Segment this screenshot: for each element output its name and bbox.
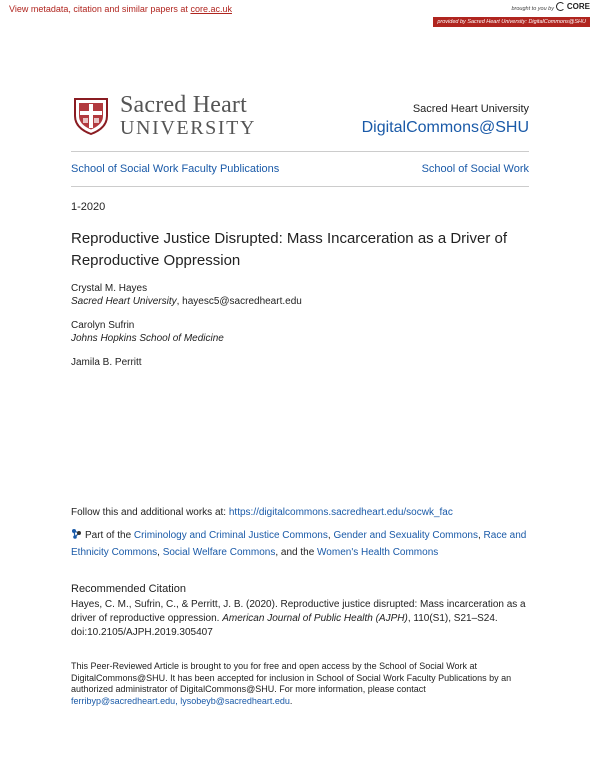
affiliation-name: Johns Hopkins School of Medicine — [71, 333, 224, 344]
author-name: Jamila B. Perritt — [71, 357, 142, 368]
separator: , — [477, 530, 484, 541]
core-banner — [0, 0, 600, 28]
collection-link[interactable]: School of Social Work Faculty Publications — [71, 163, 280, 175]
core-logo-icon — [556, 2, 565, 11]
core-url-link[interactable]: core.ac.uk — [190, 4, 232, 14]
logo-line-2: UNIVERSITY — [120, 117, 256, 139]
access-notice — [71, 661, 531, 707]
core-logo-text: CORE — [566, 2, 590, 11]
divider-bottom — [71, 186, 529, 187]
author-list — [71, 282, 302, 380]
paper-title: Reproductive Justice Disrupted: Mass Incarceration as a Driver of Reproductive Oppression — [71, 230, 508, 269]
network-icon — [71, 528, 82, 539]
author-affiliation — [71, 332, 302, 345]
citation-before: Hayes, C. M., Sufrin, C., & Perritt, J. B. (2020). Reproductive justice disrupted: Mass incarceration as a driver of reproductive oppression. — [71, 599, 526, 624]
notice-end: . — [289, 695, 293, 706]
divider-top — [71, 151, 529, 152]
institution-name: Sacred Heart University — [412, 103, 529, 115]
affiliation-name: Sacred Heart University — [71, 296, 177, 307]
commons-link-womens-health[interactable]: Women's Health Commons — [317, 547, 439, 558]
repository-link[interactable]: DigitalCommons@SHU — [361, 119, 529, 136]
author-name: Crystal M. Hayes — [71, 283, 148, 294]
author-affiliation — [71, 295, 302, 308]
department-link[interactable]: School of Social Work — [421, 163, 529, 175]
publication-date: 1-2020 — [71, 201, 106, 213]
follow-url-link[interactable]: https://digitalcommons.sacredheart.edu/socwk_fac — [228, 507, 453, 518]
shield-crest-icon — [71, 96, 111, 136]
university-logo[interactable] — [71, 93, 256, 138]
citation-heading: Recommended Citation — [71, 583, 186, 595]
citation-text — [71, 598, 531, 640]
separator: , — [327, 530, 334, 541]
follow-text: Follow this and additional works at: — [71, 507, 229, 518]
commons-link-social-welfare[interactable]: Social Welfare Commons — [162, 547, 276, 558]
separator: , and the — [275, 547, 318, 558]
brought-by-text: brought to you by — [511, 6, 554, 12]
citation-after: , 110(S1), S21–S24. doi:10.2105/AJPH.2019.305407 — [71, 613, 498, 638]
contact-email-links[interactable]: ferribyp@sacredheart.edu, lysobeyb@sacredheart.edu — [71, 695, 290, 706]
metadata-link[interactable] — [9, 4, 232, 14]
core-logo[interactable] — [556, 2, 590, 11]
citation-journal: American Journal of Public Health (AJPH) — [222, 613, 408, 624]
follow-line — [71, 507, 453, 518]
author-email: , hayesc5@sacredheart.edu — [176, 296, 302, 307]
part-of-commons — [71, 527, 531, 561]
part-of-prefix: Part of the — [85, 530, 134, 541]
separator: , — [157, 547, 163, 558]
notice-text: This Peer-Reviewed Article is brought to you for free and open access by the School of Social Work at DigitalCommons@SHU. It has been accepted for inclusion in School of Social Work Faculty Publications by an authorized administrator of DigitalCommons@SHU. For more information, please contact — [71, 661, 512, 694]
author-name: Carolyn Sufrin — [71, 320, 135, 331]
commons-link-gender[interactable]: Gender and Sexuality Commons — [333, 530, 478, 541]
author-entry — [71, 282, 302, 308]
author-entry — [71, 319, 302, 345]
logo-line-1: Sacred Heart — [120, 92, 247, 118]
metadata-text: View metadata, citation and similar papers at — [9, 4, 191, 14]
commons-link-criminology[interactable]: Criminology and Criminal Justice Commons — [133, 530, 328, 541]
commons-link-race[interactable]: Race and Ethnicity Commons — [71, 530, 527, 558]
author-entry — [71, 356, 302, 369]
provided-by-badge[interactable]: provided by Sacred Heart University: DigitalCommons@SHU — [433, 17, 590, 27]
